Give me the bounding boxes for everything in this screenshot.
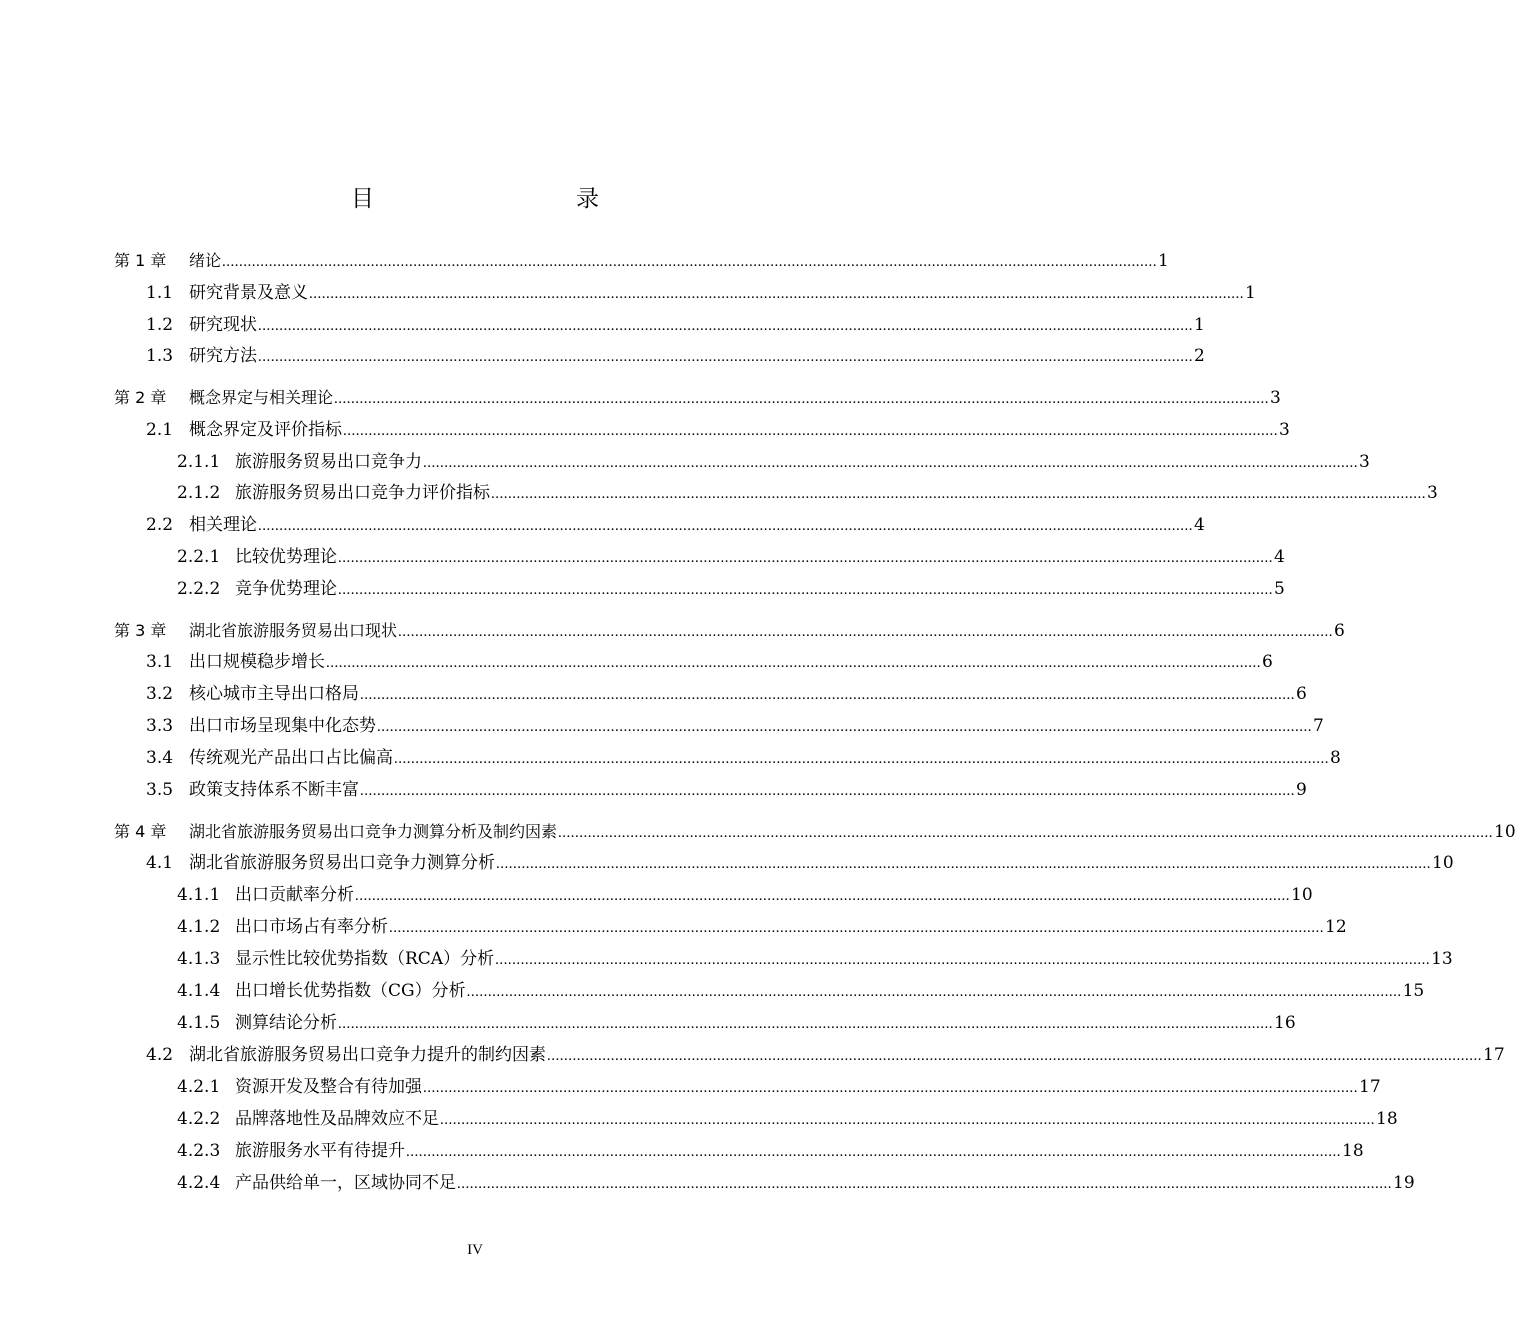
toc-dot-leader: ............................................................................................................................................................................................................................ (343, 423, 1278, 439)
toc-entry-number: 3.2 (146, 684, 174, 704)
toc-dot-leader: ............................................................................................................................................................................................................................ (423, 1080, 1358, 1096)
toc-entry-page-number: 1 (1245, 283, 1256, 303)
toc-entry-title: 核心城市主导出口格局 (189, 684, 359, 704)
toc-dot-leader: ............................................................................................................................................................................................................................ (398, 624, 1334, 640)
toc-entry-page-number: 7 (1313, 716, 1324, 736)
toc-entry-number: 第 1 章 (114, 251, 167, 270)
toc-entry-page-number: 15 (1402, 981, 1425, 1001)
toc-entry-page-number: 18 (1376, 1109, 1398, 1129)
toc-dot-leader: ............................................................................................................................................................................................................................ (491, 486, 1426, 502)
toc-entry-page-number: 2 (1194, 346, 1205, 366)
toc-entry-title: 研究方法 (189, 346, 257, 366)
toc-entry-title: 研究背景及意义 (189, 283, 308, 303)
toc-entry-title: 产品供给单一，区域协同不足 (235, 1173, 456, 1193)
toc-dot-leader: ............................................................................................................................................................................................................................ (258, 518, 1193, 534)
toc-entry-title: 传统观光产品出口占比偏高 (189, 748, 393, 768)
toc-entry-page-number: 9 (1296, 780, 1307, 800)
toc-dot-leader: ............................................................................................................................................................................................................................ (309, 286, 1244, 302)
toc-entry-page-number: 8 (1330, 748, 1341, 768)
toc-entry-page-number: 4 (1274, 547, 1285, 567)
toc-section-entry[interactable] (0, 1107, 1398, 1131)
toc-entry-title: 研究现状 (189, 315, 257, 335)
toc-section-entry[interactable] (0, 577, 1285, 601)
toc-dot-leader: ............................................................................................................................................................................................................................ (440, 1112, 1375, 1128)
toc-chapter-entry[interactable] (0, 619, 1345, 643)
toc-entry-title: 出口市场占有率分析 (235, 917, 388, 937)
toc-entry-number: 第 4 章 (114, 822, 167, 841)
toc-section-entry[interactable] (0, 281, 1256, 305)
toc-section-entry[interactable] (0, 915, 1347, 939)
toc-entry-title: 竞争优势理论 (235, 579, 337, 599)
toc-section-entry[interactable] (0, 1075, 1381, 1099)
toc-entry-title: 旅游服务贸易出口竞争力 (235, 452, 422, 472)
toc-entry-title: 政策支持体系不断丰富 (189, 780, 359, 800)
toc-entry-number: 4.2 (146, 1045, 174, 1065)
toc-entry-title: 概念界定及评价指标 (189, 420, 342, 440)
toc-entry-title: 概念界定与相关理论 (189, 388, 334, 407)
toc-section-entry[interactable] (0, 1011, 1296, 1035)
toc-dot-leader: ............................................................................................................................................................................................................................ (258, 349, 1193, 365)
toc-dot-leader: ............................................................................................................................................................................................................................ (360, 783, 1295, 799)
toc-chapter-entry[interactable] (0, 820, 1516, 844)
toc-entry-number: 4.1.1 (177, 885, 221, 905)
toc-entry-number: 4.1.2 (177, 917, 221, 937)
toc-entry-title: 湖北省旅游服务贸易出口竞争力提升的制约因素 (189, 1045, 546, 1065)
toc-entry-page-number: 12 (1325, 917, 1347, 937)
toc-entry-number: 4.1.4 (177, 981, 221, 1001)
toc-entry-number: 3.1 (146, 652, 174, 672)
toc-dot-leader: ............................................................................................................................................................................................................................ (326, 655, 1261, 671)
toc-dot-leader: ............................................................................................................................................................................................................................ (355, 888, 1290, 904)
toc-section-entry[interactable] (0, 513, 1205, 537)
toc-entry-number: 4.2.1 (177, 1077, 221, 1097)
toc-entry-title: 绪论 (189, 251, 222, 270)
toc-entry-title: 资源开发及整合有待加强 (235, 1077, 422, 1097)
toc-entry-title: 出口市场呈现集中化态势 (189, 716, 376, 736)
toc-entry-page-number: 10 (1432, 853, 1454, 873)
toc-chapter-entry[interactable] (0, 386, 1281, 410)
toc-entry-title: 出口增长优势指数（CG）分析 (235, 981, 466, 1001)
toc-dot-leader: ............................................................................................................................................................................................................................ (258, 318, 1193, 334)
toc-entry-page-number: 3 (1279, 420, 1290, 440)
toc-entry-number: 3.4 (146, 748, 174, 768)
toc-section-entry[interactable] (0, 947, 1453, 971)
toc-section-entry[interactable] (0, 418, 1290, 442)
toc-entry-title: 旅游服务贸易出口竞争力评价指标 (235, 483, 490, 503)
toc-entry-title: 出口贡献率分析 (235, 885, 354, 905)
toc-section-entry[interactable] (0, 313, 1205, 337)
toc-entry-page-number: 17 (1483, 1045, 1505, 1065)
toc-entry-number: 1.3 (146, 346, 174, 366)
toc-entry-title: 品牌落地性及品牌效应不足 (235, 1109, 439, 1129)
toc-entry-number: 4.2.4 (177, 1173, 221, 1193)
toc-entry-title: 出口规模稳步增长 (189, 652, 325, 672)
toc-dot-leader: ............................................................................................................................................................................................................................ (466, 984, 1402, 1000)
toc-section-entry[interactable] (0, 450, 1370, 474)
toc-entry-number: 2.1 (146, 420, 174, 440)
toc-section-entry[interactable] (0, 1043, 1505, 1067)
toc-entry-number: 2.2.1 (177, 547, 221, 567)
toc-section-entry[interactable] (0, 344, 1205, 368)
toc-entry-page-number: 16 (1274, 1013, 1296, 1033)
toc-entry-title: 湖北省旅游服务贸易出口竞争力测算分析 (189, 853, 495, 873)
toc-entry-page-number: 3 (1427, 483, 1438, 503)
toc-dot-leader: ............................................................................................................................................................................................................................ (558, 825, 1494, 841)
toc-entry-number: 3.5 (146, 780, 174, 800)
toc-entry-number: 2.1.2 (177, 483, 221, 503)
toc-entry-number: 4.1.3 (177, 949, 221, 969)
toc-dot-leader: ............................................................................................................................................................................................................................ (222, 254, 1158, 270)
toc-entry-number: 第 2 章 (114, 388, 167, 407)
toc-entry-page-number: 5 (1274, 579, 1285, 599)
toc-entry-title: 相关理论 (189, 515, 257, 535)
toc-entry-number: 4.1 (146, 853, 174, 873)
toc-entry-page-number: 3 (1359, 452, 1370, 472)
toc-dot-leader: ............................................................................................................................................................................................................................ (457, 1176, 1392, 1192)
toc-entry-page-number: 3 (1270, 388, 1281, 408)
toc-entry-page-number: 10 (1494, 822, 1516, 842)
toc-dot-leader: ............................................................................................................................................................................................................................ (338, 1016, 1273, 1032)
toc-dot-leader: ............................................................................................................................................................................................................................ (406, 1144, 1341, 1160)
toc-entry-page-number: 4 (1194, 515, 1205, 535)
toc-entry-page-number: 19 (1393, 1173, 1415, 1193)
toc-entry-page-number: 13 (1431, 949, 1453, 969)
toc-entry-number: 4.2.3 (177, 1141, 221, 1161)
toc-entry-page-number: 1 (1194, 315, 1205, 335)
toc-entry-number: 4.2.2 (177, 1109, 221, 1129)
toc-dot-leader: ............................................................................................................................................................................................................................ (496, 856, 1431, 872)
toc-dot-leader: ............................................................................................................................................................................................................................ (338, 550, 1273, 566)
toc-section-entry[interactable] (0, 545, 1285, 569)
toc-section-entry[interactable] (0, 979, 1425, 1003)
toc-entry-page-number: 6 (1334, 621, 1345, 641)
toc-section-entry[interactable] (0, 746, 1341, 770)
toc-section-entry[interactable] (0, 682, 1307, 706)
toc-entry-title: 测算结论分析 (235, 1013, 337, 1033)
toc-dot-leader: ............................................................................................................................................................................................................................ (334, 391, 1270, 407)
toc-entry-number: 1.1 (146, 283, 174, 303)
toc-entry-number: 3.3 (146, 716, 174, 736)
toc-entry-page-number: 17 (1359, 1077, 1381, 1097)
toc-dot-leader: ............................................................................................................................................................................................................................ (495, 952, 1431, 968)
toc-dot-leader: ............................................................................................................................................................................................................................ (547, 1048, 1482, 1064)
toc-dot-leader: ............................................................................................................................................................................................................................ (389, 920, 1324, 936)
toc-entry-number: 2.2 (146, 515, 174, 535)
toc-section-entry[interactable] (0, 1171, 1415, 1195)
toc-dot-leader: ............................................................................................................................................................................................................................ (423, 455, 1358, 471)
toc-entry-title: 湖北省旅游服务贸易出口现状 (189, 621, 398, 640)
toc-entry-page-number: 18 (1342, 1141, 1364, 1161)
toc-section-entry[interactable] (0, 778, 1307, 802)
page-number-footer: IV (467, 1242, 483, 1258)
toc-entry-title: 旅游服务水平有待提升 (235, 1141, 405, 1161)
toc-title: 目 录 (351, 186, 651, 212)
toc-dot-leader: ............................................................................................................................................................................................................................ (360, 687, 1295, 703)
toc-section-entry[interactable] (0, 650, 1273, 674)
toc-entry-page-number: 10 (1291, 885, 1313, 905)
toc-entry-number: 第 3 章 (114, 621, 167, 640)
toc-entry-title: 显示性比较优势指数（RCA）分析 (235, 949, 495, 969)
toc-dot-leader: ............................................................................................................................................................................................................................ (394, 751, 1329, 767)
toc-entry-number: 1.2 (146, 315, 174, 335)
toc-section-entry[interactable] (0, 1139, 1364, 1163)
toc-dot-leader: ............................................................................................................................................................................................................................ (377, 719, 1312, 735)
toc-entry-number: 2.1.1 (177, 452, 221, 472)
toc-entry-title: 湖北省旅游服务贸易出口竞争力测算分析及制约因素 (189, 822, 558, 841)
toc-entry-page-number: 6 (1296, 684, 1307, 704)
toc-entry-page-number: 1 (1158, 251, 1169, 271)
toc-section-entry[interactable] (0, 851, 1454, 875)
toc-section-entry[interactable] (0, 714, 1324, 738)
toc-section-entry[interactable] (0, 883, 1313, 907)
toc-entry-number: 2.2.2 (177, 579, 221, 599)
toc-entry-title: 比较优势理论 (235, 547, 337, 567)
toc-section-entry[interactable] (0, 481, 1438, 505)
toc-chapter-entry[interactable] (0, 249, 1169, 273)
toc-entry-number: 4.1.5 (177, 1013, 221, 1033)
toc-dot-leader: ............................................................................................................................................................................................................................ (338, 582, 1273, 598)
toc-entry-page-number: 6 (1262, 652, 1273, 672)
